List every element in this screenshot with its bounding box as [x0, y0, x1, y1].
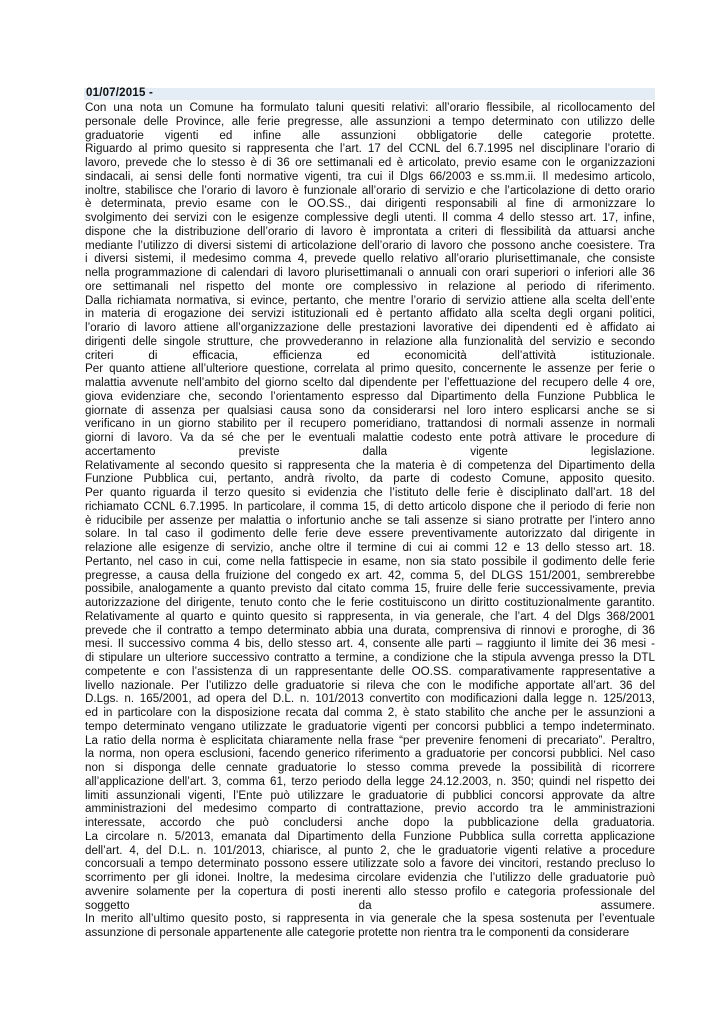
text-line: mediante l’utilizzo di diversi sistemi di articolazione dell’orario di lavoro che possono anche coesistere. Tra: [85, 238, 655, 252]
text-line: limiti assunzionali vigenti, l’Ente può utilizzare le graduatorie di pubblici concorsi approvate da altre: [85, 788, 655, 802]
text-line: dispone che la distribuzione dell’orario di lavoro è improntata a criteri di flessibilità da attuarsi anche: [85, 224, 655, 238]
text-line: malattia avvenute nell’ambito del giorno scelto dal dipendente per l’effettuazione del recupero delle 4 ore,: [85, 376, 655, 389]
text-line: mesi. Il successivo comma 4 bis, dello stesso art. 4, consente alle parti – raggiunto il limite dei 36 mesi -: [85, 637, 655, 651]
document-date: 01/07/2015 -: [86, 87, 153, 99]
text-line: Per quanto attiene all’ulteriore questione, correlata al primo quesito, concernente le assenze per ferie o: [85, 362, 655, 376]
text-line: scorrimento per gli idonei. Inoltre, la medesima circolare evidenzia che l’utilizzo delle graduatorie può: [85, 871, 655, 884]
text-line: di stipulare un ulteriore successivo contratto a termine, a condizione che la stipula avvenga presso la DTL: [85, 651, 655, 664]
text-line: graduatorie vigenti ed infine alle assunzioni obbligatorie delle categorie protette.: [85, 128, 655, 142]
text-line: prevede che il contratto a tempo determinato abbia una durata, comprensiva di rinnovi e proroghe, di 36: [85, 623, 655, 637]
text-line: personale delle Province, alle ferie pregresse, alle assunzioni a tempo determinato con utilizzo delle: [85, 114, 655, 128]
date-header-bar: [84, 88, 655, 100]
text-line: in materia di erogazione dei servizi istituzionali ed è pertanto affidato alla scelta degli organi politici,: [85, 307, 655, 321]
text-line: D.Lgs. n. 165/2001, ad opera del D.L. n. 101/2013 convertito con modificazioni dalla legge n. 125/2013,: [85, 692, 655, 706]
text-line: pregresse, a causa della fruizione del congedo ex art. 42, comma 5, del DLGS 151/2001, sembrerebbe: [85, 568, 655, 582]
text-line: richiamato CCNL 6.7.1995. In particolare, il comma 15, di detto articolo dispone che il periodo di ferie non: [85, 499, 655, 513]
text-line: autorizzazione del dirigente, tenuto conto che le ferie costituiscono un diritto costituzionalmente garantito.: [85, 596, 655, 609]
text-line: avvenire solamente per la copertura di posti inerenti allo stesso profilo e categoria professionale del: [85, 884, 655, 898]
text-line: all’applicazione dell’art. 3, comma 61, terzo periodo della legge 24.12.2003, n. 350; quindi nel rispetto dei: [85, 774, 655, 788]
text-line: Riguardo al primo quesito si rappresenta che l’art. 17 del CCNL del 6.7.1995 nel disciplinare l’orario di: [85, 142, 655, 156]
text-line: Relativamente al quarto e quinto quesito si rappresenta, in via generale, che l’art. 4 del Dlgs 368/2001: [85, 609, 655, 623]
text-line: inoltre, stabilisce che l’orario di lavoro è funzionale all’orario di servizio e che l’articolazione di detto orario: [85, 183, 655, 197]
text-line: concorsuali a tempo determinato possono essere utilizzate solo a favore dei vincitori, restando precluso lo: [85, 857, 655, 871]
text-line: La ratio della norma è esplicitata chiaramente nella frase “per prevenire fenomeni di precariato”. Peraltro,: [85, 733, 655, 747]
text-line: dirigenti delle singole strutture, che provvederanno in relazione alla funzionalità del servizio e secondo: [85, 334, 655, 348]
text-line: assunzione di personale appartenente alle categorie protette non rientra tra le componenti da considerare: [85, 926, 630, 939]
text-line: è determinata, previo esame con le OO.SS., dai dirigenti responsabili al fine di armonizzare lo: [85, 197, 655, 211]
text-line: Per quanto riguarda il terzo quesito si evidenzia che l’istituto delle ferie è disciplinato dall’art. 18 del: [85, 486, 655, 499]
text-line: tempo determinato vengano utilizzate le graduatorie vigenti per concorsi pubblici a tempo indeterminato.: [85, 719, 655, 733]
text-line: sindacali, ai sensi delle fonti normative vigenti, tra cui il Dlgs 66/2003 e ss.mm.ii. Il medesimo articolo,: [85, 169, 655, 183]
text-line: livello nazionale. Per l’utilizzo delle graduatorie si rileva che con le modifiche apportate all’art. 36 del: [85, 678, 655, 692]
text-line: giorni di lavoro. Va da sé che per le eventuali malattie codesto ente potrà attivare le procedure di: [85, 431, 655, 444]
text-line: amministrazioni del medesimo comparto di contrattazione, previo accordo tra le amministrazioni: [85, 802, 655, 816]
text-line: i diversi sistemi, il medesimo comma 4, prevede quello relativo all’orario plurisettimanale, che consiste: [85, 252, 655, 266]
text-line: Relativamente al secondo quesito si rappresenta che la materia è di competenza del Dipartimento della: [85, 458, 655, 472]
text-line: ed in particolare con la disposizione recata dal comma 2, è stato stabilito che anche per le assunzioni a: [85, 706, 655, 719]
text-line: interessate, accordo che può concludersi anche dopo la pubblicazione della graduatoria.: [85, 816, 655, 829]
text-line: ore settimanali nel rispetto del monte ore complessivo in relazione al periodo di riferimento.: [85, 279, 655, 293]
text-line: Pertanto, nel caso in cui, come nella fattispecie in esame, non sia stato possibile il godimento delle ferie: [85, 554, 655, 568]
text-line: nella programmazione di calendari di lavoro plurisettimanali o annuali con orari superiori o inferiori alle 36: [85, 266, 655, 279]
document-body: [85, 101, 655, 940]
text-line: lavoro, prevede che lo stesso è di 36 ore settimanali ed è articolato, previo esame con le organizzazioni: [85, 156, 655, 169]
text-line: è riducibile per assenze per malattia o infortunio anche se tali assenze si siano protratte per l’intero anno: [85, 513, 655, 527]
text-line: soggetto da assumere.: [85, 898, 655, 912]
text-line: relazione alle esigenze di servizio, anche oltre il termine di cui ai commi 12 e 13 dello stesso art. 18.: [85, 541, 655, 554]
text-line: verificano in un giorno stabilito per il recupero pomeridiano, trattandosi di normali assenze in normali: [85, 417, 655, 431]
text-line: competente e con l’assistenza di un rappresentante delle OO.SS. comparativamente rappresentative a: [85, 664, 655, 678]
text-line: dell’art. 4, del D.L. n. 101/2013, chiarisce, al punto 2, che le graduatorie vigenti relative a procedure: [85, 843, 655, 857]
text-line: l’orario di lavoro attiene all’organizzazione delle prestazioni lavorative dei dipendenti ed è affidato ai: [85, 321, 655, 334]
text-line: Funzione Pubblica cui, pertanto, andrà rivolto, da parte di codesto Comune, apposito quesito.: [85, 472, 655, 486]
text-line: giova evidenziare che, secondo l’orientamento espresso dal Dipartimento della Funzione Pubblica le: [85, 389, 655, 403]
text-line: Dalla richiamata normativa, si evince, pertanto, che mentre l’orario di servizio attiene alla scelta dell’ente: [85, 293, 655, 307]
text-line: solare. In tal caso il godimento delle ferie deve essere preventivamente autorizzato dal dirigente in: [85, 527, 655, 541]
text-line: non si disponga delle cennate graduatorie lo stesso comma prevede la possibilità di ricorrere: [85, 761, 655, 774]
text-line: accertamento previste dalla vigente legislazione.: [85, 444, 655, 458]
text-line: svolgimento dei servizi con le esigenze complessive degli utenti. Il comma 4 dello stesso art. 17, infine,: [85, 211, 655, 224]
text-line: criteri di efficacia, efficienza ed economicità dell’attività istituzionale.: [85, 348, 655, 362]
text-line: possibile, analogamente a quanto previsto dal citato comma 15, fruire delle ferie successivamente, previa: [85, 582, 655, 596]
text-line: In merito all’ultimo quesito posto, si rappresenta in via generale che la spesa sostenuta per l’eventuale: [85, 912, 655, 926]
text-line: Con una nota un Comune ha formulato taluni quesiti relativi: all’orario flessibile, al ricollocamento del: [85, 101, 655, 114]
text-line: la norma, non opera esclusioni, facendo generico riferimento a graduatorie per concorsi pubblici. Nel caso: [85, 747, 655, 761]
text-line: giornate di assenza per qualsiasi causa sono da considerarsi nel loro intero esplicarsi anche se si: [85, 403, 655, 417]
text-line: La circolare n. 5/2013, emanata dal Dipartimento della Funzione Pubblica sulla corretta applicazione: [85, 829, 655, 843]
